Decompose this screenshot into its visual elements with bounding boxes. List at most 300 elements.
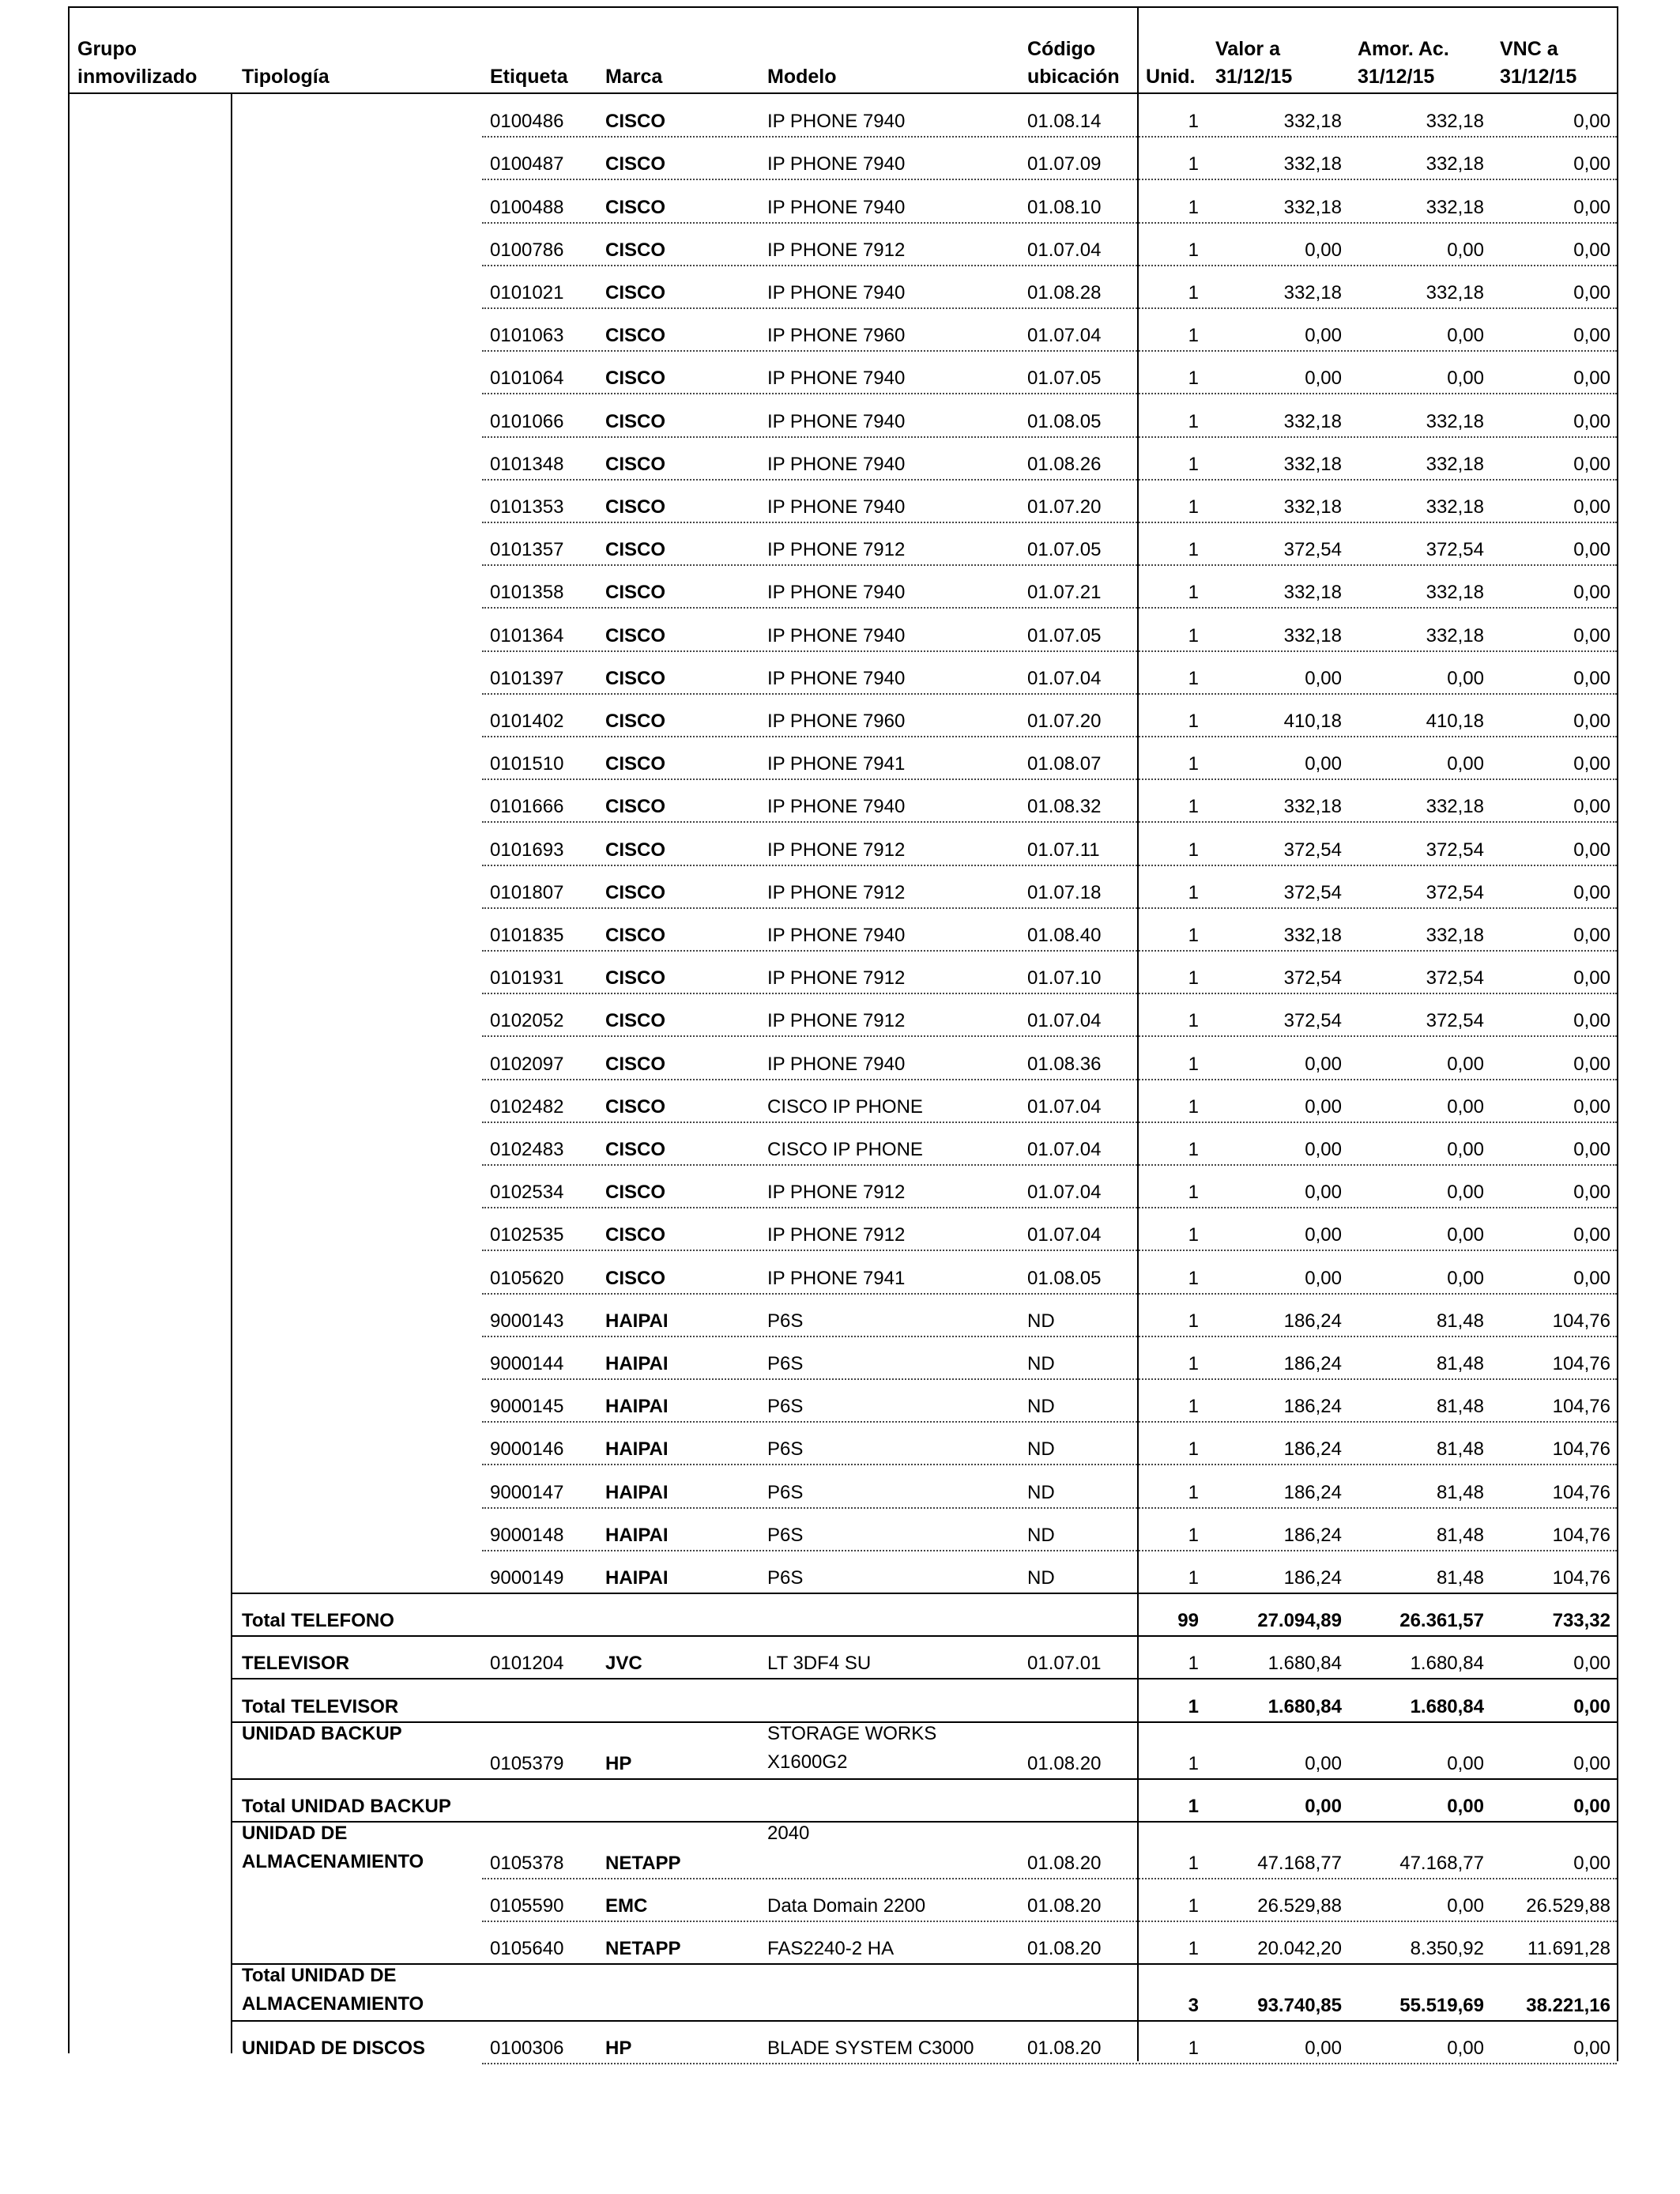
cell-codigo: ND — [1027, 1524, 1055, 1546]
header-codigo-ubicacion: Código ubicación — [1027, 38, 1120, 88]
cell-vnc: 0,00 — [1573, 368, 1610, 390]
cell-unid: 1 — [1188, 1310, 1199, 1332]
cell-unid: 1 — [1188, 1653, 1199, 1675]
cell-codigo: ND — [1027, 1481, 1055, 1503]
row-separator — [482, 693, 1617, 695]
cell-valor: 186,24 — [1283, 1353, 1342, 1374]
cell-marca: CISCO — [605, 1095, 666, 1118]
row-separator — [482, 607, 1617, 609]
cell-etiqueta: 9000146 — [490, 1438, 564, 1461]
cell-modelo: STORAGE WORKS X1600G2 — [767, 1722, 937, 1773]
cell-vnc: 0,00 — [1573, 796, 1610, 818]
cell-marca: CISCO — [605, 325, 666, 347]
cell-valor: 186,24 — [1283, 1438, 1342, 1461]
cell-valor: 332,18 — [1283, 796, 1342, 818]
cell-etiqueta: 0102097 — [490, 1053, 564, 1075]
cell-marca: HAIPAI — [605, 1567, 669, 1589]
cell-modelo: 2040 — [767, 1822, 810, 1844]
cell-vnc: 104,76 — [1552, 1353, 1610, 1374]
cell-valor: 0,00 — [1305, 1267, 1342, 1289]
cell-codigo: 01.08.14 — [1027, 111, 1102, 133]
cell-amor: 410,18 — [1426, 711, 1484, 732]
cell-modelo: CISCO IP PHONE — [767, 1095, 923, 1118]
cell-unid: 1 — [1188, 1353, 1199, 1374]
cell-amor: 0,00 — [1447, 1139, 1484, 1160]
cell-etiqueta: 0102483 — [490, 1139, 564, 1160]
cell-unid: 1 — [1188, 1938, 1199, 1960]
cell-modelo: IP PHONE 7940 — [767, 667, 906, 689]
cell-codigo: 01.07.04 — [1027, 1182, 1102, 1204]
cell-valor: 372,54 — [1283, 881, 1342, 903]
cell-modelo: IP PHONE 7940 — [767, 282, 906, 303]
cell-valor: 27.094,89 — [1257, 1610, 1342, 1632]
cell-valor: 0,00 — [1305, 667, 1342, 689]
cell-unid: 1 — [1188, 153, 1199, 175]
cell-vnc: 0,00 — [1573, 753, 1610, 775]
cell-vnc: 733,32 — [1552, 1610, 1610, 1632]
cell-etiqueta: 0101348 — [490, 453, 564, 475]
cell-modelo: IP PHONE 7940 — [767, 582, 906, 604]
cell-modelo: IP PHONE 7940 — [767, 624, 906, 647]
header-valor: Valor a 31/12/15 — [1215, 38, 1293, 88]
cell-modelo: IP PHONE 7940 — [767, 453, 906, 475]
cell-etiqueta: 9000143 — [490, 1310, 564, 1332]
cell-unid: 1 — [1188, 1567, 1199, 1589]
cell-marca: CISCO — [605, 1224, 666, 1246]
cell-valor: 0,00 — [1305, 1795, 1342, 1817]
cell-amor: 55.519,69 — [1399, 1995, 1484, 2017]
cell-valor: 26.529,88 — [1257, 1895, 1342, 1917]
cell-codigo: 01.08.20 — [1027, 2038, 1102, 2060]
cell-modelo: IP PHONE 7940 — [767, 796, 906, 818]
cell-vnc: 104,76 — [1552, 1481, 1610, 1503]
cell-etiqueta: 0100488 — [490, 196, 564, 218]
cell-codigo: 01.07.05 — [1027, 368, 1102, 390]
cell-vnc: 0,00 — [1573, 1010, 1610, 1032]
row-separator — [482, 479, 1617, 481]
cell-unid: 1 — [1188, 1139, 1199, 1160]
cell-unid: 1 — [1188, 582, 1199, 604]
cell-unid: 1 — [1188, 368, 1199, 390]
cell-amor: 0,00 — [1447, 1182, 1484, 1204]
cell-etiqueta: 0105378 — [490, 1852, 564, 1874]
cell-marca: HP — [605, 1752, 632, 1774]
cell-codigo: 01.08.20 — [1027, 1895, 1102, 1917]
cell-codigo: 01.08.26 — [1027, 453, 1102, 475]
cell-valor: 332,18 — [1283, 410, 1342, 432]
cell-amor: 1.680,84 — [1410, 1695, 1484, 1717]
cell-vnc: 0,00 — [1573, 881, 1610, 903]
cell-amor: 81,48 — [1436, 1438, 1484, 1461]
cell-vnc: 0,00 — [1573, 153, 1610, 175]
cell-etiqueta: 0105620 — [490, 1267, 564, 1289]
cell-tipologia: UNIDAD DE DISCOS — [242, 2038, 426, 2060]
cell-vnc: 0,00 — [1573, 1095, 1610, 1118]
cell-amor: 0,00 — [1447, 667, 1484, 689]
cell-codigo: 01.08.05 — [1027, 1267, 1102, 1289]
cell-unid: 1 — [1188, 1795, 1199, 1817]
cell-codigo: 01.07.11 — [1027, 839, 1100, 861]
cell-unid: 1 — [1188, 967, 1199, 990]
cell-etiqueta: 0101064 — [490, 368, 564, 390]
cell-unid: 1 — [1188, 881, 1199, 903]
cell-valor: 0,00 — [1305, 1053, 1342, 1075]
cell-valor: 0,00 — [1305, 325, 1342, 347]
row-separator — [482, 136, 1617, 138]
cell-marca: CISCO — [605, 496, 666, 518]
cell-valor: 0,00 — [1305, 1139, 1342, 1160]
cell-marca: CISCO — [605, 796, 666, 818]
cell-amor: 0,00 — [1447, 753, 1484, 775]
cell-valor: 372,54 — [1283, 839, 1342, 861]
cell-marca: HAIPAI — [605, 1524, 669, 1546]
cell-modelo: IP PHONE 7940 — [767, 496, 906, 518]
cell-amor: 372,54 — [1426, 539, 1484, 561]
cell-vnc: 0,00 — [1573, 196, 1610, 218]
cell-valor: 0,00 — [1305, 1752, 1342, 1774]
cell-vnc: 38.221,16 — [1526, 1995, 1610, 2017]
cell-amor: 81,48 — [1436, 1310, 1484, 1332]
cell-vnc: 26.529,88 — [1526, 1895, 1610, 1917]
cell-unid: 1 — [1188, 839, 1199, 861]
cell-valor: 332,18 — [1283, 624, 1342, 647]
cell-valor: 93.740,85 — [1257, 1995, 1342, 2017]
cell-vnc: 104,76 — [1552, 1310, 1610, 1332]
cell-marca: CISCO — [605, 839, 666, 861]
cell-valor: 186,24 — [1283, 1396, 1342, 1418]
cell-unid: 1 — [1188, 453, 1199, 475]
cell-vnc: 0,00 — [1573, 667, 1610, 689]
row-separator — [482, 265, 1617, 266]
cell-etiqueta: 0101358 — [490, 582, 564, 604]
cell-etiqueta: 9000145 — [490, 1396, 564, 1418]
header-tipologia: Tipología — [242, 66, 330, 88]
cell-modelo: CISCO IP PHONE — [767, 1139, 923, 1160]
header-etiqueta: Etiqueta — [490, 66, 568, 88]
cell-unid: 1 — [1188, 1852, 1199, 1874]
header-amor: Amor. Ac. 31/12/15 — [1358, 38, 1449, 88]
cell-modelo: IP PHONE 7960 — [767, 711, 906, 732]
cell-amor: 8.350,92 — [1410, 1938, 1484, 1960]
header-marca: Marca — [605, 66, 663, 88]
cell-valor: 332,18 — [1283, 196, 1342, 218]
cell-codigo: 01.08.07 — [1027, 753, 1102, 775]
cell-modelo: IP PHONE 7912 — [767, 1224, 906, 1246]
cell-etiqueta: 0105379 — [490, 1752, 564, 1774]
row-separator — [482, 736, 1617, 737]
cell-etiqueta: 0101931 — [490, 967, 564, 990]
row-separator — [482, 1250, 1617, 1251]
cell-codigo: 01.08.32 — [1027, 796, 1102, 818]
cell-modelo: IP PHONE 7941 — [767, 753, 906, 775]
cell-modelo: P6S — [767, 1396, 804, 1418]
cell-etiqueta: 0101364 — [490, 624, 564, 647]
cell-etiqueta: 0101397 — [490, 667, 564, 689]
cell-modelo: IP PHONE 7912 — [767, 967, 906, 990]
cell-amor: 332,18 — [1426, 796, 1484, 818]
cell-amor: 81,48 — [1436, 1524, 1484, 1546]
cell-codigo: 01.07.20 — [1027, 496, 1102, 518]
cell-tipologia: Total UNIDAD BACKUP — [242, 1795, 451, 1817]
row-separator — [482, 1507, 1617, 1509]
cell-etiqueta: 0101021 — [490, 282, 564, 303]
cell-valor: 47.168,77 — [1257, 1852, 1342, 1874]
cell-unid: 1 — [1188, 239, 1199, 261]
cell-marca: CISCO — [605, 582, 666, 604]
row-separator — [482, 1293, 1617, 1295]
cell-valor: 0,00 — [1305, 2038, 1342, 2060]
row-separator — [482, 778, 1617, 780]
cell-valor: 0,00 — [1305, 239, 1342, 261]
cell-codigo: 01.07.10 — [1027, 967, 1102, 990]
cell-amor: 81,48 — [1436, 1396, 1484, 1418]
cell-amor: 332,18 — [1426, 153, 1484, 175]
cell-amor: 0,00 — [1447, 2038, 1484, 2060]
cell-vnc: 0,00 — [1573, 582, 1610, 604]
cell-marca: CISCO — [605, 239, 666, 261]
cell-codigo: ND — [1027, 1310, 1055, 1332]
cell-amor: 0,00 — [1447, 1053, 1484, 1075]
cell-valor: 372,54 — [1283, 539, 1342, 561]
cell-marca: HAIPAI — [605, 1396, 669, 1418]
cell-marca: CISCO — [605, 196, 666, 218]
cell-unid: 99 — [1177, 1610, 1199, 1632]
cell-valor: 1.680,84 — [1268, 1695, 1342, 1717]
cell-vnc: 0,00 — [1573, 711, 1610, 732]
cell-etiqueta: 0101353 — [490, 496, 564, 518]
cell-marca: CISCO — [605, 1053, 666, 1075]
cell-etiqueta: 0100306 — [490, 2038, 564, 2060]
cell-vnc: 104,76 — [1552, 1438, 1610, 1461]
cell-vnc: 0,00 — [1573, 1224, 1610, 1246]
header-modelo: Modelo — [767, 66, 837, 88]
cell-etiqueta: 0105590 — [490, 1895, 564, 1917]
cell-amor: 332,18 — [1426, 453, 1484, 475]
cell-marca: NETAPP — [605, 1938, 681, 1960]
cell-vnc: 0,00 — [1573, 239, 1610, 261]
cell-etiqueta: 9000147 — [490, 1481, 564, 1503]
cell-codigo: 01.07.04 — [1027, 1095, 1102, 1118]
cell-marca: CISCO — [605, 925, 666, 946]
cell-amor: 372,54 — [1426, 1010, 1484, 1032]
cell-etiqueta: 0100486 — [490, 111, 564, 133]
cell-marca: EMC — [605, 1895, 648, 1917]
cell-valor: 1.680,84 — [1268, 1653, 1342, 1675]
cell-amor: 0,00 — [1447, 1224, 1484, 1246]
cell-unid: 1 — [1188, 410, 1199, 432]
cell-marca: HAIPAI — [605, 1353, 669, 1374]
cell-marca: CISCO — [605, 453, 666, 475]
cell-vnc: 0,00 — [1573, 453, 1610, 475]
cell-modelo: IP PHONE 7912 — [767, 1010, 906, 1032]
cell-unid: 1 — [1188, 796, 1199, 818]
cell-etiqueta: 0101063 — [490, 325, 564, 347]
cell-etiqueta: 0101835 — [490, 925, 564, 946]
cell-codigo: 01.07.01 — [1027, 1653, 1102, 1675]
cell-amor: 0,00 — [1447, 1095, 1484, 1118]
cell-marca: HAIPAI — [605, 1438, 669, 1461]
cell-vnc: 0,00 — [1573, 496, 1610, 518]
cell-unid: 1 — [1188, 1396, 1199, 1418]
cell-amor: 332,18 — [1426, 111, 1484, 133]
cell-modelo: IP PHONE 7941 — [767, 1267, 906, 1289]
cell-valor: 186,24 — [1283, 1524, 1342, 1546]
cell-modelo: BLADE SYSTEM C3000 — [767, 2038, 974, 2060]
cell-codigo: 01.07.04 — [1027, 1224, 1102, 1246]
cell-valor: 332,18 — [1283, 496, 1342, 518]
cell-modelo: IP PHONE 7912 — [767, 539, 906, 561]
cell-vnc: 0,00 — [1573, 282, 1610, 303]
cell-amor: 0,00 — [1447, 368, 1484, 390]
cell-marca: CISCO — [605, 1267, 666, 1289]
cell-etiqueta: 9000144 — [490, 1353, 564, 1374]
cell-vnc: 0,00 — [1573, 325, 1610, 347]
header-vnc: VNC a 31/12/15 — [1500, 38, 1577, 88]
cell-valor: 0,00 — [1305, 1182, 1342, 1204]
cell-amor: 0,00 — [1447, 1752, 1484, 1774]
cell-codigo: 01.07.04 — [1027, 1010, 1102, 1032]
cell-vnc: 0,00 — [1573, 2038, 1610, 2060]
cell-modelo: IP PHONE 7940 — [767, 111, 906, 133]
cell-valor: 0,00 — [1305, 1224, 1342, 1246]
cell-unid: 1 — [1188, 1267, 1199, 1289]
cell-etiqueta: 0101666 — [490, 796, 564, 818]
cell-amor: 332,18 — [1426, 925, 1484, 946]
cell-valor: 372,54 — [1283, 1010, 1342, 1032]
row-separator — [482, 1207, 1617, 1208]
row-separator — [232, 1635, 1617, 1637]
row-separator — [482, 907, 1617, 909]
cell-modelo: IP PHONE 7912 — [767, 1182, 906, 1204]
cell-unid: 1 — [1188, 1524, 1199, 1546]
cell-vnc: 0,00 — [1573, 624, 1610, 647]
cell-valor: 186,24 — [1283, 1310, 1342, 1332]
cell-unid: 3 — [1188, 1995, 1199, 2017]
cell-codigo: 01.08.10 — [1027, 196, 1102, 218]
cell-amor: 81,48 — [1436, 1567, 1484, 1589]
cell-codigo: ND — [1027, 1567, 1055, 1589]
cell-vnc: 0,00 — [1573, 1653, 1610, 1675]
cell-codigo: 01.08.36 — [1027, 1053, 1102, 1075]
row-separator — [482, 2063, 1617, 2064]
cell-marca: CISCO — [605, 539, 666, 561]
cell-valor: 332,18 — [1283, 925, 1342, 946]
cell-marca: CISCO — [605, 667, 666, 689]
row-separator — [482, 1336, 1617, 1337]
tipologia-border — [231, 93, 232, 2053]
header-grupo: Grupo inmovilizado — [77, 38, 198, 88]
cell-modelo: IP PHONE 7912 — [767, 881, 906, 903]
cell-valor: 332,18 — [1283, 153, 1342, 175]
cell-unid: 1 — [1188, 624, 1199, 647]
cell-unid: 1 — [1188, 2038, 1199, 2060]
row-separator — [482, 179, 1617, 180]
cell-amor: 0,00 — [1447, 1895, 1484, 1917]
cell-modelo: IP PHONE 7912 — [767, 239, 906, 261]
cell-codigo: 01.07.04 — [1027, 667, 1102, 689]
cell-modelo: FAS2240-2 HA — [767, 1938, 895, 1960]
row-separator — [482, 1878, 1617, 1879]
row-separator — [482, 1921, 1617, 1922]
cell-marca: CISCO — [605, 967, 666, 990]
cell-amor: 0,00 — [1447, 1267, 1484, 1289]
cell-etiqueta: 0100786 — [490, 239, 564, 261]
cell-etiqueta: 9000148 — [490, 1524, 564, 1546]
cell-unid: 1 — [1188, 1695, 1199, 1717]
cell-tipologia: TELEVISOR — [242, 1653, 350, 1675]
cell-modelo: P6S — [767, 1567, 804, 1589]
cell-marca: CISCO — [605, 624, 666, 647]
cell-vnc: 0,00 — [1573, 111, 1610, 133]
cell-marca: CISCO — [605, 753, 666, 775]
row-separator — [482, 350, 1617, 352]
cell-amor: 372,54 — [1426, 881, 1484, 903]
cell-vnc: 0,00 — [1573, 1053, 1610, 1075]
cell-marca: HAIPAI — [605, 1481, 669, 1503]
row-separator — [482, 1164, 1617, 1166]
cell-marca: CISCO — [605, 1139, 666, 1160]
cell-vnc: 0,00 — [1573, 539, 1610, 561]
cell-amor: 372,54 — [1426, 839, 1484, 861]
cell-unid: 1 — [1188, 925, 1199, 946]
cell-marca: CISCO — [605, 410, 666, 432]
cell-unid: 1 — [1188, 1481, 1199, 1503]
cell-vnc: 11.691,28 — [1527, 1938, 1610, 1960]
cell-valor: 410,18 — [1283, 711, 1342, 732]
cell-unid: 1 — [1188, 1095, 1199, 1118]
row-separator — [482, 1421, 1617, 1423]
cell-amor: 0,00 — [1447, 1795, 1484, 1817]
cell-valor: 332,18 — [1283, 453, 1342, 475]
cell-marca: CISCO — [605, 368, 666, 390]
cell-amor: 332,18 — [1426, 624, 1484, 647]
cell-vnc: 0,00 — [1573, 1695, 1610, 1717]
cell-codigo: 01.08.20 — [1027, 1752, 1102, 1774]
cell-tipologia: Total TELEFONO — [242, 1610, 394, 1632]
row-separator — [232, 1593, 1617, 1594]
cell-marca: CISCO — [605, 111, 666, 133]
cell-etiqueta: 0101402 — [490, 711, 564, 732]
cell-codigo: 01.07.21 — [1027, 582, 1102, 604]
cell-codigo: 01.07.20 — [1027, 711, 1102, 732]
cell-codigo: 01.07.18 — [1027, 881, 1102, 903]
cell-etiqueta: 0102534 — [490, 1182, 564, 1204]
cell-etiqueta: 9000149 — [490, 1567, 564, 1589]
cell-unid: 1 — [1188, 325, 1199, 347]
left-border — [68, 6, 70, 2053]
cell-valor: 332,18 — [1283, 111, 1342, 133]
cell-codigo: 01.07.04 — [1027, 325, 1102, 347]
cell-codigo: 01.08.20 — [1027, 1938, 1102, 1960]
cell-codigo: 01.08.05 — [1027, 410, 1102, 432]
cell-codigo: 01.07.04 — [1027, 239, 1102, 261]
row-separator — [482, 1122, 1617, 1123]
cell-vnc: 0,00 — [1573, 1139, 1610, 1160]
cell-unid: 1 — [1188, 1010, 1199, 1032]
cell-valor: 186,24 — [1283, 1481, 1342, 1503]
cell-etiqueta: 0101066 — [490, 410, 564, 432]
cell-etiqueta: 0102052 — [490, 1010, 564, 1032]
cell-modelo: P6S — [767, 1438, 804, 1461]
cell-amor: 332,18 — [1426, 410, 1484, 432]
cell-marca: CISCO — [605, 881, 666, 903]
row-separator — [482, 436, 1617, 438]
cell-codigo: 01.07.04 — [1027, 1139, 1102, 1160]
cell-marca: CISCO — [605, 1182, 666, 1204]
cell-unid: 1 — [1188, 1752, 1199, 1774]
cell-amor: 81,48 — [1436, 1481, 1484, 1503]
row-separator — [482, 650, 1617, 652]
